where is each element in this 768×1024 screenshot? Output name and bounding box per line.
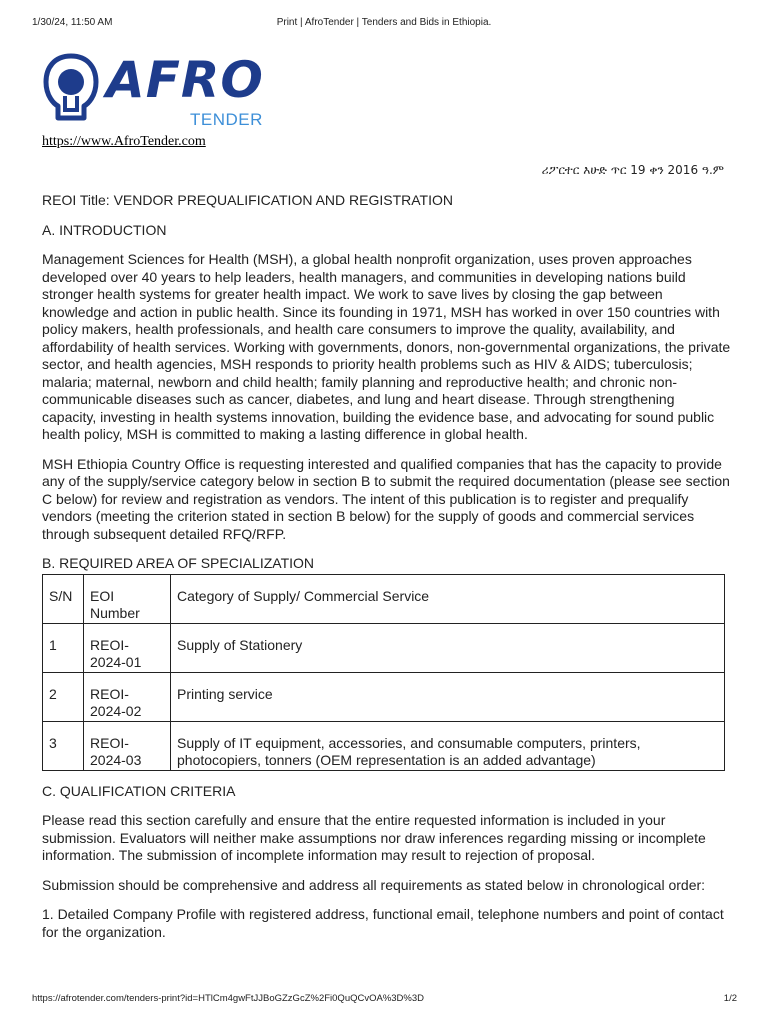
intro-paragraph-2: MSH Ethiopia Country Office is requesting interested and qualified companies that has the capacity to provide any of the supply/service category below in section B to submit the required documentation (please see section C below) for review and registration as vendors. The intent of this publication is to register and prequalify vendors (meeting the criterion stated in section B below) for the supply of goods and commercial services through subsequent detailed RFQ/RFP. [42,455,730,542]
page-number: 1/2 [723,993,737,1004]
logo-brand-text: AFRO [106,51,264,109]
intro-paragraph-1: Management Sciences for Health (MSH), a global health nonprofit organization, uses proven approaches developed over 40 years to help leaders, health managers, and communities in developing nations build stronger health systems for greater health impact. We work to save lives by closing the gap between knowledge and action in public health. Since its founding in 1971, MSH has worked in over 150 countries with policy makers, health professionals, and health care consumers to improve the quality, availability, and affordability of health services. Working with governments, donors, non-governmental organizations, the private sector, and health agencies, MSH responds to priority health problems such as HIV & AIDS; tuberculosis; malaria; maternal, newborn and child health; family planning and reproductive health; and chronic non-communicable diseases such as cancer, diabetes, and lung and heart disease. Through strengthening capacity, investing in health systems innovation, building the evidence base, and advocating for sound public health policy, MSH is committed to making a lasting difference in global health. [42,251,731,442]
required-heading: B. REQUIRED AREA OF SPECIALIZATION [42,555,315,571]
qualification-paragraph-2: Submission should be comprehensive and address all requirements as stated below in chronological order: [42,876,706,893]
publication-date: ሪፖርተር እሁድ ጥር 19 ቀን 2016 ዓ.ም [541,163,724,177]
cell-sn: 1 [43,623,84,672]
table-row [43,623,725,672]
qualification-item-1: 1. Detailed Company Profile with registered address, functional email, telephone numbers and point of contact for the organization. [42,906,724,940]
cell-sn: 2 [43,672,84,721]
logo-sub-text: TENDER [190,110,263,129]
logo-emblem-icon [42,52,100,124]
header-cell-sn: S/N [43,574,84,623]
specialization-table [42,574,725,771]
header-cell-category: Category of Supply/ Commercial Service [171,574,725,623]
reoi-title: REOI Title: VENDOR PREQUALIFICATION AND REGISTRATION [42,192,453,208]
document-body [42,192,732,953]
cell-eoi: REOI-2024-01 [84,623,171,672]
print-url: https://afrotender.com/tenders-print?id=HTlCm4gwFtJJBoGZzGcZ%2Fi0QuQCvOA%3D%3D [32,993,425,1004]
print-title: Print | AfroTender | Tenders and Bids in Ethiopia. [276,17,492,28]
cell-eoi: REOI-2024-03 [84,721,171,770]
table-header-row [43,574,725,623]
qualification-heading: C. QUALIFICATION CRITERIA [42,782,236,799]
table-row [43,672,725,721]
cell-category: Supply of IT equipment, accessories, and consumable computers, printers, photocopiers, tonners (OEM representation is an added advantage) [171,721,725,770]
print-datetime: 1/30/24, 11:50 AM [32,17,113,28]
table-row [43,721,725,770]
afrotender-logo [42,46,272,136]
header-cell-eoi: EOI Number [84,574,171,623]
cell-category: Supply of Stationery [171,623,725,672]
site-link[interactable]: https://www.AfroTender.com [42,134,206,149]
intro-heading: A. INTRODUCTION [42,221,167,238]
cell-eoi: REOI-2024-02 [84,672,171,721]
qualification-paragraph-1: Please read this section carefully and ensure that the entire requested information is included in your submission. Evaluators will neither make assumptions nor draw inferences regarding missing or incomplete information. The submission of incomplete information may result to rejection of proposal. [42,812,706,863]
cell-category: Printing service [171,672,725,721]
cell-sn: 3 [43,721,84,770]
